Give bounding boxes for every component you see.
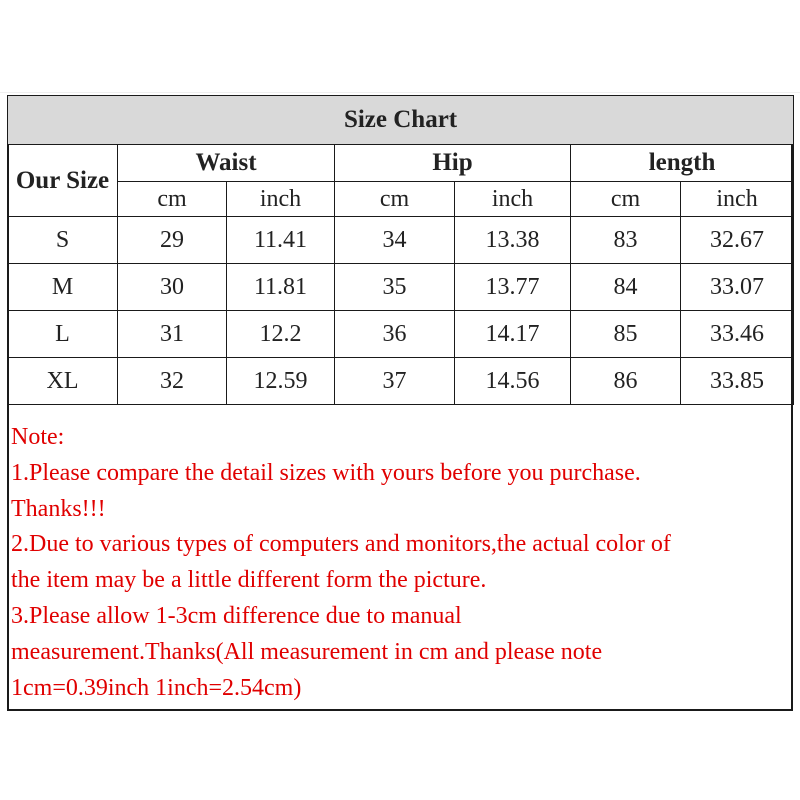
our-size-header: Our Size bbox=[8, 145, 118, 217]
table-cell: 12.59 bbox=[227, 358, 335, 405]
table-cell: 33.46 bbox=[681, 311, 794, 358]
table-cell: 11.41 bbox=[227, 217, 335, 264]
group-header-hip: Hip bbox=[335, 145, 571, 182]
table-cell: 86 bbox=[571, 358, 681, 405]
table-cell: 33.07 bbox=[681, 264, 794, 311]
table-cell: 34 bbox=[335, 217, 455, 264]
unit-header: cm bbox=[571, 182, 681, 217]
group-header-length: length bbox=[571, 145, 794, 182]
table-cell: 11.81 bbox=[227, 264, 335, 311]
table-cell: 33.85 bbox=[681, 358, 794, 405]
table-cell: 83 bbox=[571, 217, 681, 264]
table-cell: 31 bbox=[118, 311, 227, 358]
table-cell: 29 bbox=[118, 217, 227, 264]
group-header-waist: Waist bbox=[118, 145, 335, 182]
unit-header: cm bbox=[118, 182, 227, 217]
table-cell: 37 bbox=[335, 358, 455, 405]
table-cell: 32 bbox=[118, 358, 227, 405]
table-cell: 84 bbox=[571, 264, 681, 311]
table-cell: 32.67 bbox=[681, 217, 794, 264]
unit-header: cm bbox=[335, 182, 455, 217]
note-line: 1cm=0.39inch 1inch=2.54cm) bbox=[11, 674, 302, 701]
size-chart-table bbox=[7, 95, 794, 405]
chart-title: Size Chart bbox=[8, 96, 794, 145]
note-heading: Note: bbox=[11, 424, 65, 450]
unit-header: inch bbox=[681, 182, 794, 217]
size-label: L bbox=[8, 311, 118, 358]
notes-block bbox=[11, 420, 781, 706]
table-cell: 85 bbox=[571, 311, 681, 358]
note-line: 3.Please allow 1-3cm difference due to manual bbox=[11, 602, 462, 629]
note-line: 2.Due to various types of computers and monitors,the actual color of bbox=[11, 531, 671, 558]
table-cell: 36 bbox=[335, 311, 455, 358]
table-row bbox=[8, 358, 794, 405]
size-label: M bbox=[8, 264, 118, 311]
size-label: S bbox=[8, 217, 118, 264]
table-cell: 12.2 bbox=[227, 311, 335, 358]
note-line: the item may be a little different form the picture. bbox=[11, 567, 487, 594]
unit-header: inch bbox=[227, 182, 335, 217]
table-cell: 30 bbox=[118, 264, 227, 311]
table-cell: 14.17 bbox=[455, 311, 571, 358]
note-line: Thanks!!! bbox=[11, 495, 106, 522]
table-cell: 13.38 bbox=[455, 217, 571, 264]
table-row bbox=[8, 264, 794, 311]
table-cell: 35 bbox=[335, 264, 455, 311]
table-cell: 14.56 bbox=[455, 358, 571, 405]
size-label: XL bbox=[8, 358, 118, 405]
note-line: 1.Please compare the detail sizes with yours before you purchase. bbox=[11, 459, 641, 486]
table-cell: 13.77 bbox=[455, 264, 571, 311]
background-grid bbox=[0, 0, 800, 93]
unit-header: inch bbox=[455, 182, 571, 217]
note-line: measurement.Thanks(All measurement in cm and please note bbox=[11, 638, 603, 665]
table-row bbox=[8, 311, 794, 358]
table-row bbox=[8, 217, 794, 264]
